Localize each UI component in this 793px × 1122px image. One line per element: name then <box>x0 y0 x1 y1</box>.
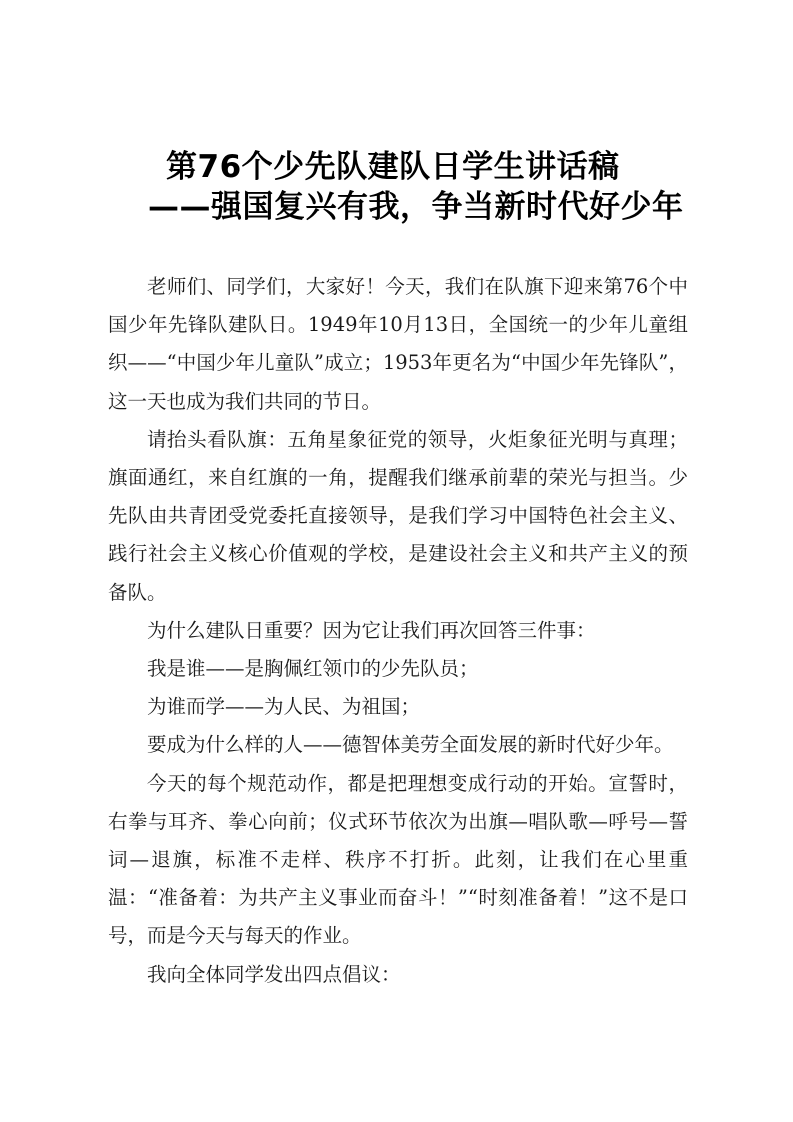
document-body <box>108 268 688 994</box>
title-block <box>0 147 793 227</box>
document-title: 第76个少先队建队日学生讲话稿 <box>166 149 620 185</box>
paragraph-flag: 请抬头看队旗：五角星象征党的领导，火炬象征光明与真理；旗面通红，来自红旗的一角，提醒我们继承前辈的荣光与担当。少先队由共青团受党委托直接领导，是我们学习中国特色社会主义、践行社会主义核心价值观的学校，是建设社会主义和共产主义的预备队。 <box>108 427 688 604</box>
paragraph-question: 为什么建队日重要？因为它让我们再次回答三件事： <box>147 618 596 642</box>
paragraph-ceremony: 今天的每个规范动作，都是把理想变成行动的开始。宣誓时，右拳与耳齐、拳心向前；仪式环节依次为出旗—唱队歌—呼号—誓词—退旗，标准不走样、秩序不打折。此刻，让我们在心里重温：“准备着：为共产主义事业而奋斗！”“时刻准备着！”这不是口号，而是今天与每天的作业。 <box>108 771 688 948</box>
paragraph-who: 我是谁——是胸佩红领巾的少先队员； <box>147 657 479 681</box>
document-subtitle: ——强国复兴有我，争当新时代好少年 <box>148 189 684 225</box>
paragraph-why: 为谁而学——为人民、为祖国； <box>147 695 421 719</box>
paragraph-greeting: 老师们、同学们，大家好！今天，我们在队旗下迎来第76个中国少年先锋队建队日。1949年10月13日，全国统一的少年儿童组织——“中国少年儿童队”成立；1953年更名为“中国少年先锋队”，这一天也成为我们共同的节日。 <box>108 275 688 413</box>
paragraph-what: 要成为什么样的人——德智体美劳全面发展的新时代好少年。 <box>147 733 674 757</box>
paragraph-proposal: 我向全体同学发出四点倡议： <box>147 962 401 986</box>
